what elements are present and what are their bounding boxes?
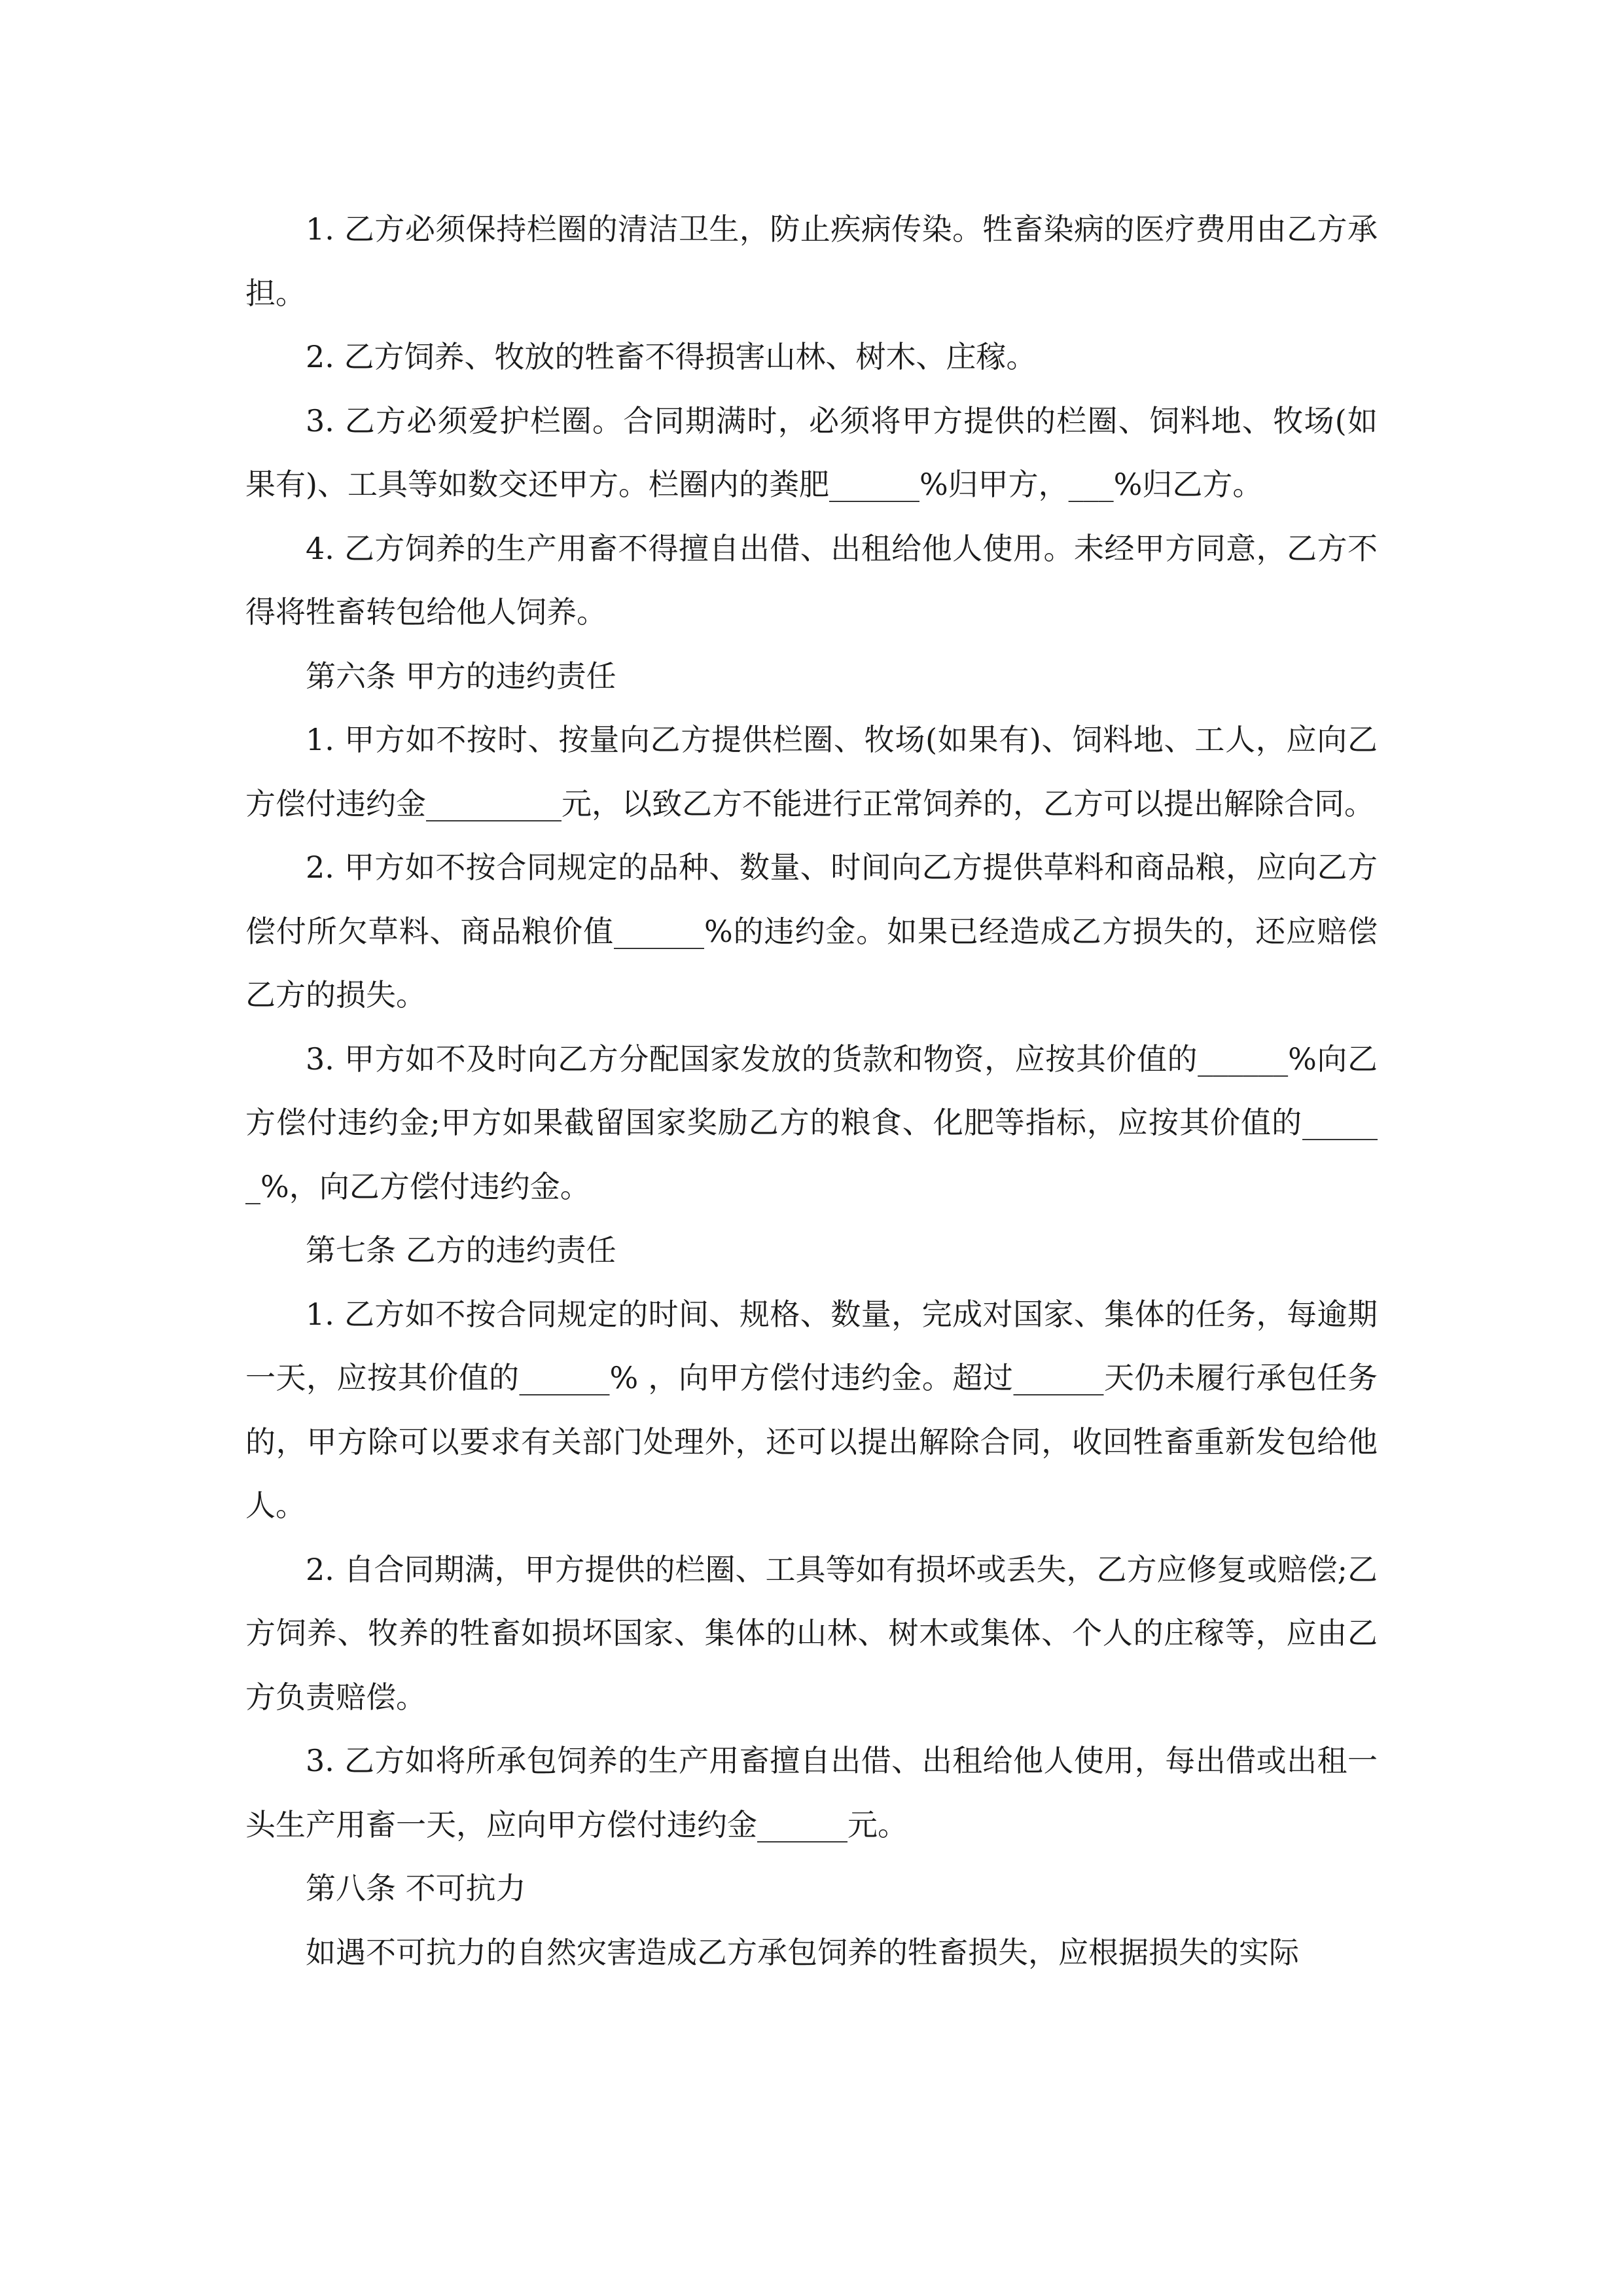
clause-paragraph: 1. 乙方如不按合同规定的时间、规格、数量，完成对国家、集体的任务，每逾期一天，应按其价值的______% ，向甲方偿付违约金。超过______天仍未履行承包任务的，甲方除可以要求有关部门处理外，还可以提出解除合同，收回牲畜重新发包给他人。: [245, 1296, 1378, 1523]
clause-paragraph: 4. 乙方饲养的生产用畜不得擅自出借、出租给他人使用。未经甲方同意，乙方不得将牲畜转包给他人饲养。: [245, 530, 1378, 630]
clause-paragraph: 2. 甲方如不按合同规定的品种、数量、时间向乙方提供草料和商品粮，应向乙方偿付所欠草料、商品粮价值______%的违约金。如果已经造成乙方损失的，还应赔偿乙方的损失。: [245, 850, 1378, 1013]
clause-paragraph: 3. 甲方如不及时向乙方分配国家发放的货款和物资，应按其价值的______%向乙方偿付违约金;甲方如果截留国家奖励乙方的粮食、化肥等指标，应按其价值的______%，向乙方偿付违约金。: [245, 1041, 1378, 1204]
clause-paragraph: 3. 乙方如将所承包饲养的生产用畜擅自出借、出租给他人使用，每出借或出租一头生产用畜一天，应向甲方偿付违约金______元。: [245, 1743, 1378, 1842]
document-body: [245, 198, 1378, 1984]
clause-paragraph: 2. 自合同期满，甲方提供的栏圈、工具等如有损坏或丢失，乙方应修复或赔偿;乙方饲养、牧养的牲畜如损坏国家、集体的山林、树木或集体、个人的庄稼等，应由乙方负责赔偿。: [245, 1551, 1378, 1715]
clause-paragraph: 1. 甲方如不按时、按量向乙方提供栏圈、牧场(如果有)、饲料地、工人，应向乙方偿付违约金_________元，以致乙方不能进行正常饲养的，乙方可以提出解除合同。: [245, 722, 1378, 821]
clause-paragraph: 1. 乙方必须保持栏圈的清洁卫生，防止疾病传染。牲畜染病的医疗费用由乙方承担。: [245, 211, 1378, 311]
clause-paragraph: 2. 乙方饲养、牧放的牲畜不得损害山林、树木、庄稼。: [306, 339, 1037, 374]
article-heading: 第八条 不可抗力: [306, 1871, 526, 1906]
article-heading: 第六条 甲方的违约责任: [306, 658, 616, 694]
clause-paragraph: 3. 乙方必须爱护栏圈。合同期满时，必须将甲方提供的栏圈、饲料地、牧场(如果有)、工具等如数交还甲方。栏圈内的粪肥______%归甲方，___%归乙方。: [245, 403, 1378, 502]
article-heading: 第七条 乙方的违约责任: [306, 1232, 616, 1268]
clause-paragraph: 如遇不可抗力的自然灾害造成乙方承包饲养的牲畜损失，应根据损失的实际: [306, 1934, 1299, 1970]
